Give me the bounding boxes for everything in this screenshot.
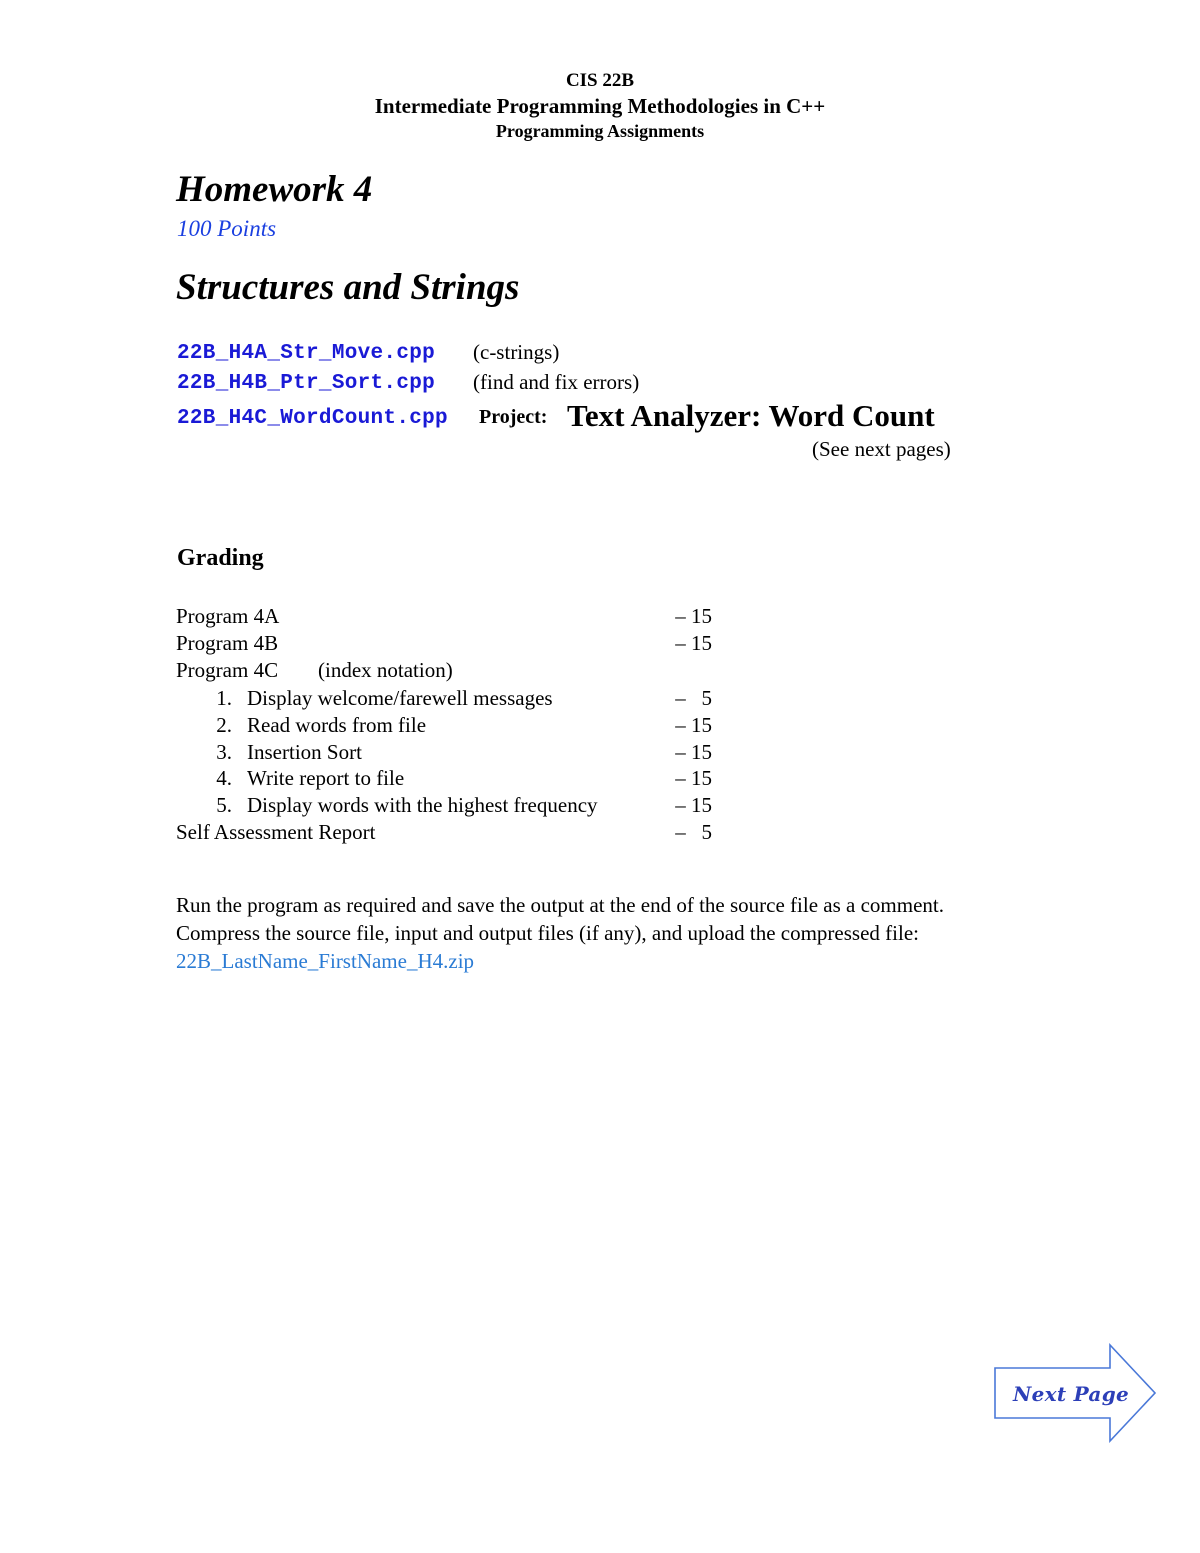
grading-subitem-points: – 15	[675, 713, 712, 737]
grading-item-4b: Program 4B	[176, 631, 279, 655]
grading-subitem-label: Display welcome/farewell messages	[247, 686, 553, 710]
file-name-4c: 22B_H4C_WordCount.cpp	[177, 407, 448, 430]
file-name-4a: 22B_H4A_Str_Move.cpp	[177, 342, 436, 365]
grading-subitem-number: 1.	[216, 686, 232, 710]
course-title: Intermediate Programming Methodologies in C++	[374, 94, 826, 118]
grading-subitem-number: 3.	[216, 740, 232, 764]
grading-subitem-label: Read words from file	[247, 713, 427, 737]
instructions-text: Run the program as required and save the output at the end of the source file as a comment. Compress the source file, input and output files (if any), and upload the compressed file:	[176, 893, 944, 945]
file-note-4a: (c-strings)	[473, 340, 560, 364]
project-name: Text Analyzer: Word Count	[567, 398, 935, 433]
course-subtitle: Programming Assignments	[495, 121, 705, 141]
zip-file-name: 22B_LastName_FirstName_H4.zip	[176, 949, 475, 973]
see-next-pages: (See next pages)	[812, 437, 951, 461]
grading-subitem-label: Display words with the highest frequency	[247, 793, 598, 817]
grading-points-4b: – 15	[675, 631, 712, 655]
grading-item-4a: Program 4A	[176, 604, 280, 628]
grading-subitem-points: – 15	[675, 766, 712, 790]
grading-subitem-number: 5.	[216, 793, 232, 817]
grading-item-4c-note: (index notation)	[318, 658, 453, 682]
grading-subitem-number: 2.	[216, 713, 232, 737]
grading-subitem-label: Write report to file	[247, 766, 405, 790]
grading-item-self-assessment: Self Assessment Report	[176, 820, 376, 844]
file-note-4b: (find and fix errors)	[473, 370, 640, 394]
homework-title: Homework 4	[176, 169, 373, 210]
homework-points: 100 Points	[177, 216, 277, 241]
grading-subitem-points: – 15	[675, 793, 712, 817]
grading-heading: Grading	[177, 545, 264, 571]
next-page-button[interactable]: Next Page	[1013, 1382, 1130, 1406]
course-code: CIS 22B	[565, 70, 635, 91]
grading-subitem-label: Insertion Sort	[247, 740, 362, 764]
grading-item-4c: Program 4C	[176, 658, 279, 682]
submission-instructions	[176, 891, 976, 975]
file-name-4b: 22B_H4B_Ptr_Sort.cpp	[177, 372, 436, 395]
project-label: Project:	[479, 406, 548, 428]
grading-subitem-points: – 5	[675, 686, 712, 710]
grading-points-self-assessment: – 5	[675, 820, 712, 844]
grading-points-4a: – 15	[675, 604, 712, 628]
grading-subitem-points: – 15	[675, 740, 712, 764]
grading-subitem-number: 4.	[216, 766, 232, 790]
homework-topic: Structures and Strings	[176, 267, 520, 308]
